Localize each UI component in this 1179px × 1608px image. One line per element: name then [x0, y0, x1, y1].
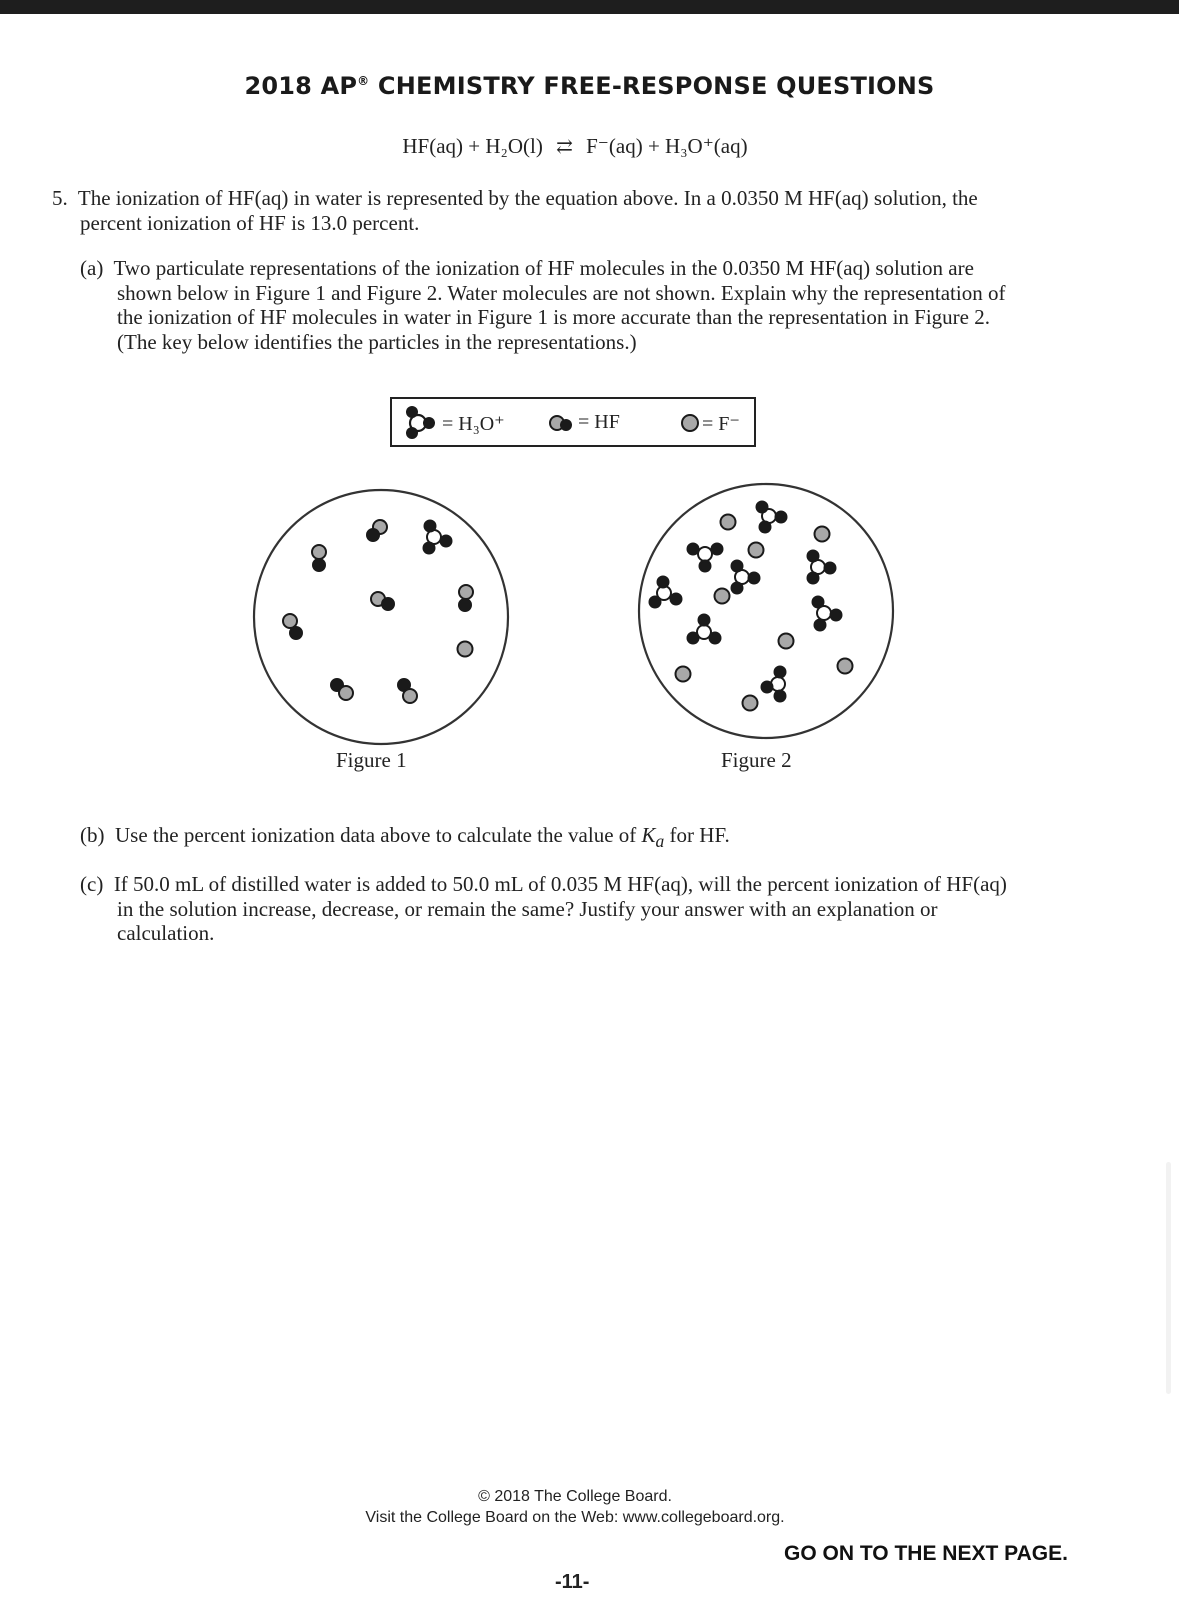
header-title-rest: CHEMISTRY FREE-RESPONSE QUESTIONS — [369, 72, 935, 100]
part-c-line-3: calculation. — [117, 921, 215, 945]
ka-subscript: a — [655, 831, 665, 852]
part-a-line-1: Two particulate representations of the ionization of HF molecules in the 0.0350 M HF(aq) solution are — [113, 256, 974, 280]
equilibrium-arrow: ⇄ — [556, 136, 573, 158]
part-a-line-4: (The key below identifies the particles in the representations.) — [117, 329, 637, 354]
copyright-text: © 2018 The College Board. — [478, 1488, 672, 1505]
page-header — [0, 72, 1179, 100]
part-c-line-2: in the solution increase, decrease, or remain the same? Justify your answer with an explanation or — [117, 896, 938, 921]
key-hf-label: = HF — [578, 411, 620, 433]
fluoride-ion — [743, 696, 758, 711]
fluoride-ion — [676, 667, 691, 682]
equation-left: HF(aq) + H₂O(l) — [402, 134, 543, 158]
question-5-line-2: percent ionization of HF is 13.0 percent. — [80, 210, 420, 235]
part-b — [80, 823, 1107, 854]
ka-symbol: K — [641, 823, 656, 847]
scrollbar[interactable] — [1166, 1162, 1171, 1394]
fluoride-icon — [682, 415, 698, 431]
h3o-icon — [406, 406, 435, 439]
part-b-label: (b) — [80, 823, 105, 847]
question-5 — [52, 186, 1110, 235]
figure-1-label: Figure 1 — [336, 748, 407, 772]
top-bar — [0, 0, 1179, 14]
part-a-line-3: the ionization of HF molecules in water in Figure 1 is more accurate than the representation in Figure 2. — [117, 305, 990, 329]
hf-molecule — [312, 545, 326, 571]
equation-right: F⁻(aq) + H₃O⁺(aq) — [586, 134, 748, 158]
particle-key — [390, 397, 756, 447]
fluoride-ion — [458, 642, 473, 657]
fluoride-ion — [838, 659, 853, 674]
part-a-label: (a) — [80, 256, 104, 280]
part-a — [80, 256, 1107, 354]
header-title: 2018 AP — [244, 72, 358, 100]
hf-icon — [550, 416, 572, 431]
go-next-page: GO ON TO THE NEXT PAGE. — [784, 1542, 1068, 1565]
fluoride-ion — [779, 634, 794, 649]
registered-mark: ® — [357, 74, 370, 88]
fluoride-ion — [715, 589, 730, 604]
part-b-text: Use the percent ionization data above to calculate the value of — [115, 823, 642, 847]
page-number: -11- — [555, 1571, 590, 1593]
fluoride-ion — [815, 527, 830, 542]
fluoride-ion — [749, 543, 764, 558]
key-f-label: = F⁻ — [702, 413, 740, 435]
figure-2-label: Figure 2 — [721, 748, 792, 772]
part-c — [80, 872, 1117, 946]
ionization-equation — [0, 134, 1150, 159]
key-h3o-label: = H₃O⁺ — [442, 413, 505, 435]
question-number: 5. — [52, 186, 68, 210]
hf-molecule — [459, 585, 473, 611]
visit-website-text: Visit the College Board on the Web: www.collegeboard.org. — [365, 1509, 785, 1526]
part-c-label: (c) — [80, 872, 104, 896]
part-b-text-end: for HF. — [664, 823, 730, 847]
part-c-line-1: If 50.0 mL of distilled water is added to 50.0 mL of 0.035 M HF(aq), will the percent ionization of HF(aq) — [113, 872, 1007, 896]
part-a-line-2: shown below in Figure 1 and Figure 2. Water molecules are not shown. Explain why the representation of — [117, 280, 1006, 305]
question-5-line-1: The ionization of HF(aq) in water is represented by the equation above. In a 0.0350 M HF(aq) solution, the — [77, 186, 978, 210]
figure-2-diagram — [633, 478, 901, 746]
fluoride-ion — [721, 515, 736, 530]
figure-1-diagram — [248, 484, 516, 752]
